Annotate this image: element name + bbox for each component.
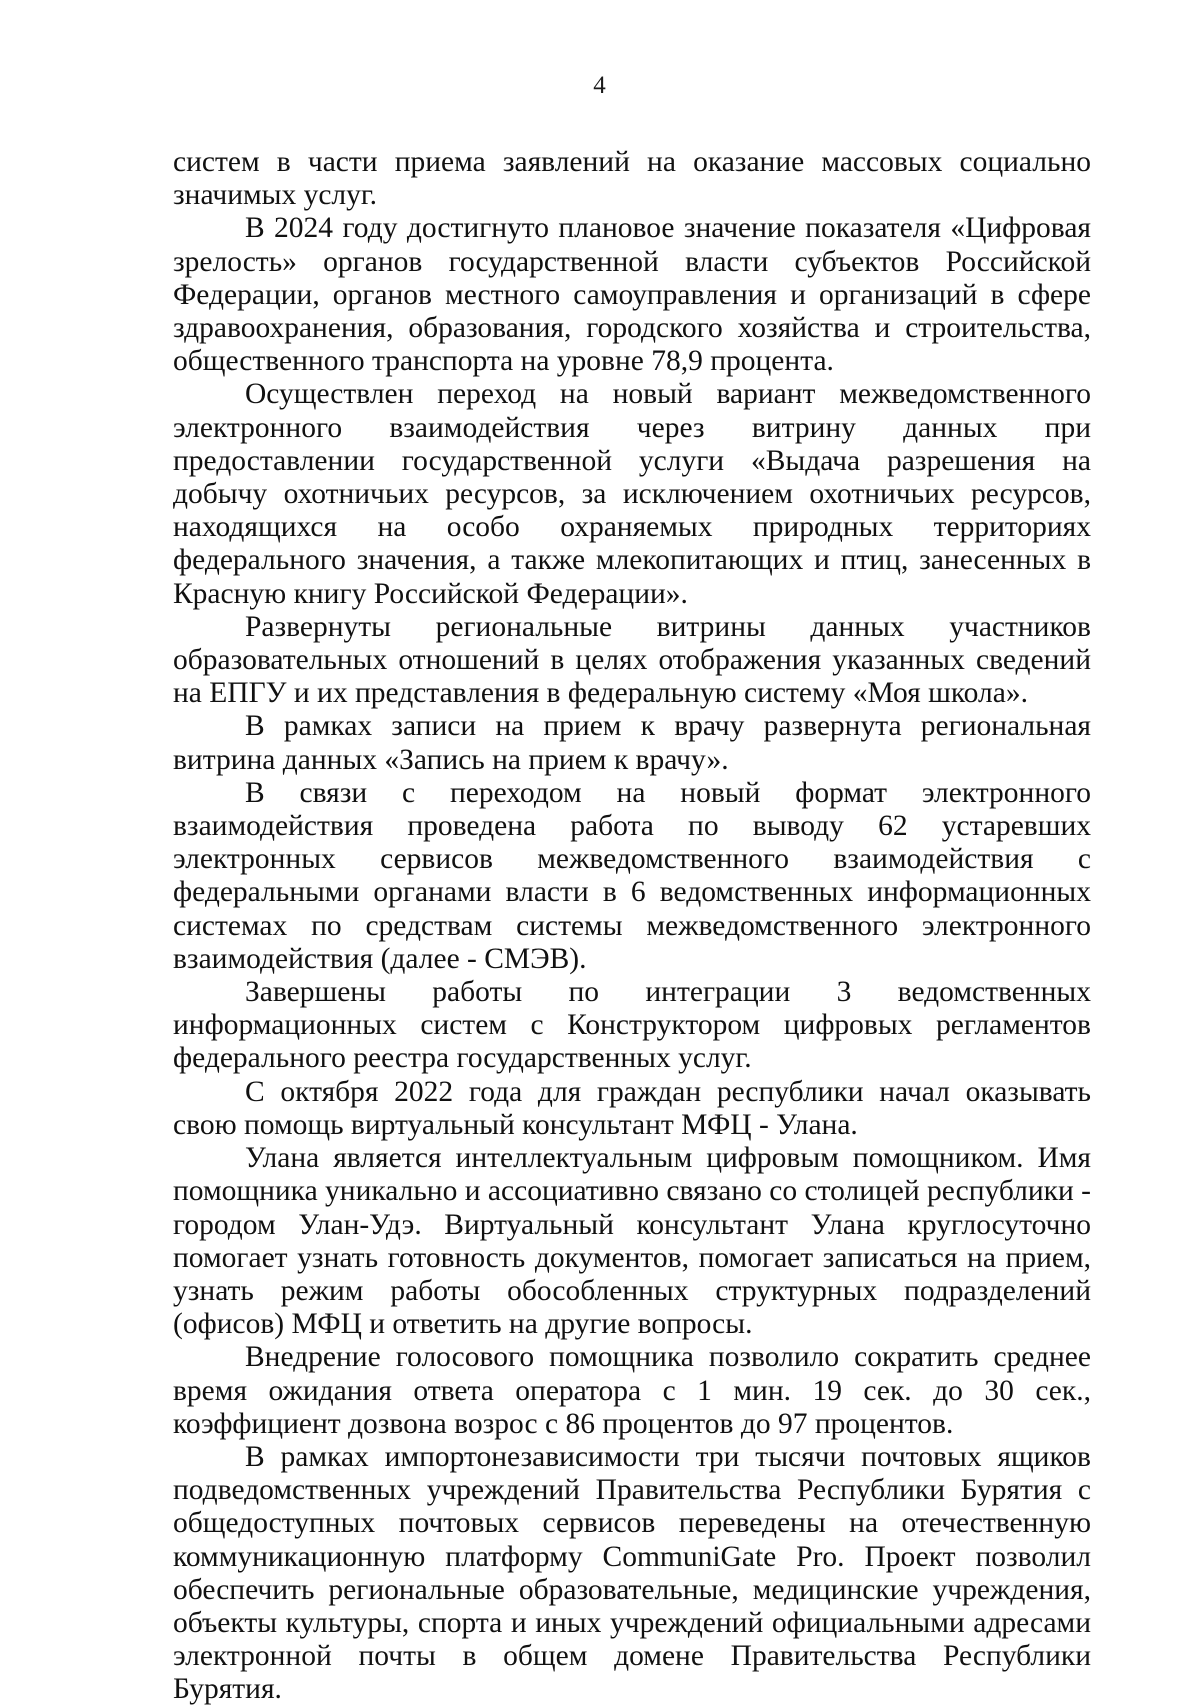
paragraph-doctor-appointment: В рамках записи на прием к врачу развернута региональная витрина данных «Запись на прием к врачу». (173, 710, 1091, 776)
paragraph-integration: Завершены работы по интеграции 3 ведомственных информационных систем с Конструктором цифровых регламентов федерального реестра государственных услуг. (173, 976, 1091, 1075)
paragraph-education-showcase: Развернуты региональные витрины данных участников образовательных отношений в целях отображения указанных сведений на ЕПГУ и их представления в федеральную систему «Моя школа». (173, 610, 1091, 710)
page-number: 4 (593, 72, 606, 99)
paragraph-digital-maturity: В 2024 году достигнуто плановое значение показателя «Цифровая зрелость» органов государственной власти субъектов Российской Федерации, органов местного самоуправления и организаций в сфере здравоохранения, образования, городского хозяйства и строительства, общественного транспорта на уровне 78,9 процента. (173, 212, 1091, 378)
paragraph-voice-assistant: Внедрение голосового помощника позволило сократить среднее время ожидания ответа оператора с 1 мин. 19 сек. до 30 сек., коэффициент дозвона возрос с 86 процентов до 97 процентов. (173, 1341, 1091, 1440)
paragraph-continuation: систем в части приема заявлений на оказание массовых социально значимых услуг. (173, 146, 1091, 212)
paragraph-virtual-consultant: С октября 2022 года для граждан республики начал оказывать свою помощь виртуальный консультант МФЦ - Улана. (173, 1075, 1091, 1141)
paragraph-smev: В связи с переходом на новый формат электронного взаимодействия проведена работа по выводу 62 устаревших электронных сервисов межведомственного взаимодействия с федеральными органами власти в 6 ведомственных информационных системах по средствам системы межведомственного электронного взаимодействия (далее - СМЭВ). (173, 776, 1091, 975)
paragraph-import-independence: В рамках импортонезависимости три тысячи почтовых ящиков подведомственных учреждений Правительства Республики Бурятия с общедоступных почтовых сервисов переведены на отечественную коммуникационную платформу CommuniGate Pro. Проект позволил обеспечить региональные образовательные, медицинские учреждения, объекты культуры, спорта и иных учреждений официальными адресами электронной почты в общем домене Правительства Республики Бурятия. (173, 1440, 1091, 1706)
document-body (173, 146, 1091, 1707)
paragraph-data-showcase-hunting: Осуществлен переход на новый вариант межведомственного электронного взаимодействия через витрину данных при предоставлении государственной услуги «Выдача разрешения на добычу охотничьих ресурсов, за исключением охотничьих ресурсов, находящихся на особо охраняемых природных территориях федерального значения, а также млекопитающих и птиц, занесенных в Красную книгу Российской Федерации». (173, 378, 1091, 610)
paragraph-ulana: Улана является интеллектуальным цифровым помощником. Имя помощника уникально и ассоциативно связано со столицей республики - городом Улан-Удэ. Виртуальный консультант Улана круглосуточно помогает узнать готовность документов, помогает записаться на прием, узнать режим работы обособленных структурных подразделений (офисов) МФЦ и ответить на другие вопросы. (173, 1142, 1091, 1341)
